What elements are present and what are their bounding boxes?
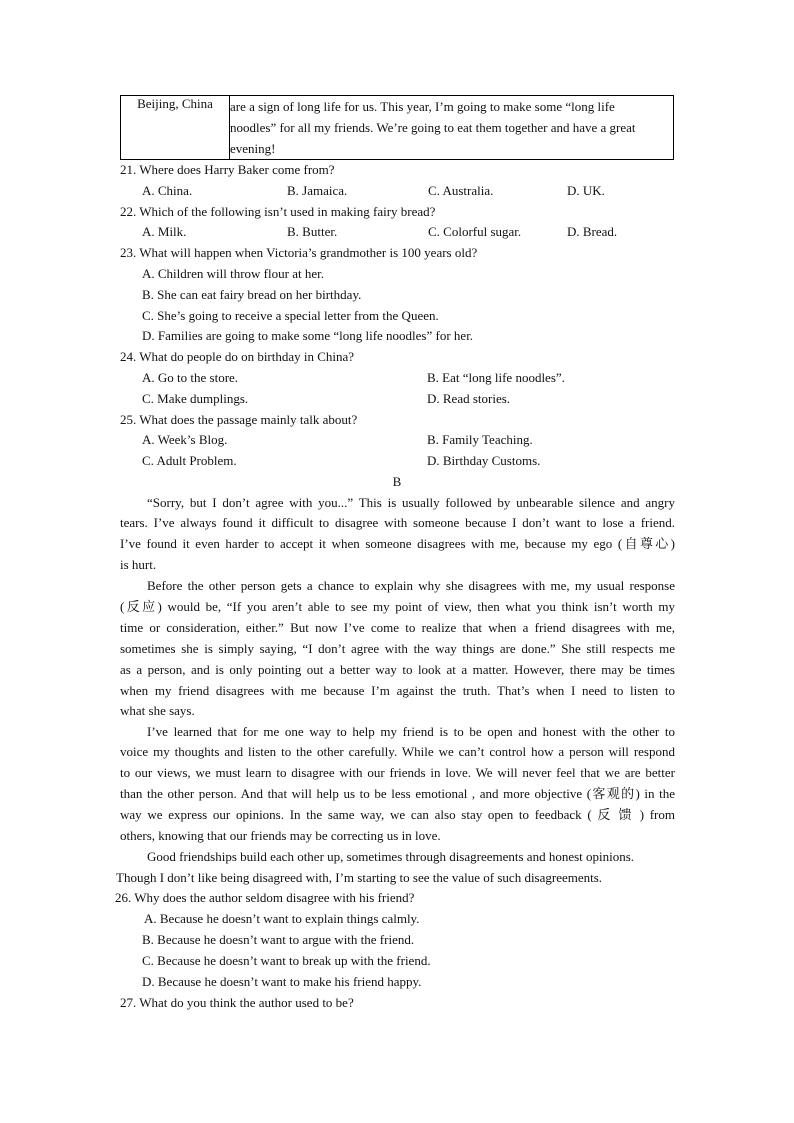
option-21-c: C. Australia. xyxy=(428,183,494,198)
option-25-c: C. Adult Problem. xyxy=(142,453,237,468)
question-23: 23. What will happen when Victoria’s grandmother is 100 years old? xyxy=(120,245,478,260)
option-22-d: D. Bread. xyxy=(567,224,618,239)
option-24-d: D. Read stories. xyxy=(427,391,511,406)
passage-b-line: (反应) would be, “If you aren’t able to see my point of view, then what you think isn’t worth my xyxy=(120,599,675,614)
option-22-a: A. Milk. xyxy=(142,224,187,239)
option-21-a: A. China. xyxy=(142,183,193,198)
passage-b-line: I’ve found it even harder to accept it when someone disagrees with me, because my ego (自尊心) xyxy=(120,536,675,551)
passage-b-line: Good friendships build each other up, sometimes through disagreements and honest opinions. xyxy=(147,849,635,864)
question-21: 21. Where does Harry Baker come from? xyxy=(120,162,335,177)
table-cell-location: Beijing, China xyxy=(121,96,230,160)
option-26-a: A. Because he doesn’t want to explain things calmly. xyxy=(144,911,420,926)
question-27: 27. What do you think the author used to be? xyxy=(120,995,354,1010)
table-text-line: are a sign of long life for us. This year, I’m going to make some “long life xyxy=(230,99,615,114)
passage-b-line: “Sorry, but I don’t agree with you...” This is usually followed by unbearable silence and angry xyxy=(147,495,675,510)
passage-b-line: as a person, and is only pointing out a better way to look at a matter. However, there may be times xyxy=(120,662,675,677)
option-26-b: B. Because he doesn’t want to argue with the friend. xyxy=(142,932,415,947)
option-24-c: C. Make dumplings. xyxy=(142,391,249,406)
table-cell-description xyxy=(230,96,674,160)
passage-b-line: voice my thoughts and listen to the other carefully. While we can’t control how a person will respond xyxy=(120,744,675,759)
passage-b-line: sometimes she is simply saying, “I don’t agree with the way things are done.” She still respects me xyxy=(120,641,675,656)
table-row xyxy=(121,96,674,160)
option-23-c: C. She’s going to receive a special letter from the Queen. xyxy=(142,308,439,323)
passage-b-line: Before the other person gets a chance to explain why she disagrees with me, my usual response xyxy=(147,578,675,593)
passage-b-line: I’ve learned that for me one way to help my friend is to be open and honest with the other to xyxy=(147,724,675,739)
option-23-d: D. Families are going to make some “long life noodles” for her. xyxy=(142,328,474,343)
question-22: 22. Which of the following isn’t used in making fairy bread? xyxy=(120,204,436,219)
question-26: 26. Why does the author seldom disagree with his friend? xyxy=(115,890,415,905)
option-23-a: A. Children will throw flour at her. xyxy=(142,266,324,281)
question-25: 25. What does the passage mainly talk about? xyxy=(120,412,358,427)
option-25-a: A. Week’s Blog. xyxy=(142,432,228,447)
passage-b-line: than the other person. And that will help us to be less emotional , and more objective (客观的) in the xyxy=(120,786,675,801)
option-22-c: C. Colorful sugar. xyxy=(428,224,522,239)
option-22-b: B. Butter. xyxy=(287,224,338,239)
option-24-b: B. Eat “long life noodles”. xyxy=(427,370,565,385)
option-26-c: C. Because he doesn’t want to break up with the friend. xyxy=(142,953,431,968)
table-text-line: noodles” for all my friends. We’re going to eat them together and have a great xyxy=(230,120,636,135)
option-24-a: A. Go to the store. xyxy=(142,370,239,385)
option-21-d: D. UK. xyxy=(567,183,605,198)
passage-b-line: to our views, we must learn to disagree with our friends in love. We will never feel that we are better xyxy=(120,765,675,780)
passage-b-line: time or consideration, either.” But now I’ve come to realize that when a friend disagrees with me, xyxy=(120,620,675,635)
passage-b-line: tears. I’ve always found it difficult to disagree with someone because I don’t want to lose a friend. xyxy=(120,515,675,530)
passage-b-line: what she says. xyxy=(120,703,195,718)
passage-b-line: way we express our opinions. In the same way, we can also stay open to feedback ( 反 馈 ) from xyxy=(120,807,675,822)
birthday-customs-table xyxy=(120,95,674,160)
option-25-d: D. Birthday Customs. xyxy=(427,453,541,468)
table-text-line: evening! xyxy=(230,141,276,156)
option-23-b: B. She can eat fairy bread on her birthday. xyxy=(142,287,362,302)
passage-b-line: when my friend disagrees with me because I’m against the truth. That’s when I need to listen to xyxy=(120,683,675,698)
question-24: 24. What do people do on birthday in China? xyxy=(120,349,355,364)
passage-b-line: others, knowing that our friends may be correcting us in love. xyxy=(120,828,441,843)
option-26-d: D. Because he doesn’t want to make his friend happy. xyxy=(142,974,422,989)
option-25-b: B. Family Teaching. xyxy=(427,432,533,447)
section-b-heading: B xyxy=(392,474,402,489)
passage-b-line: is hurt. xyxy=(120,557,157,572)
passage-b-line: Though I don’t like being disagreed with, I’m starting to see the value of such disagreements. xyxy=(116,870,603,885)
option-21-b: B. Jamaica. xyxy=(287,183,348,198)
